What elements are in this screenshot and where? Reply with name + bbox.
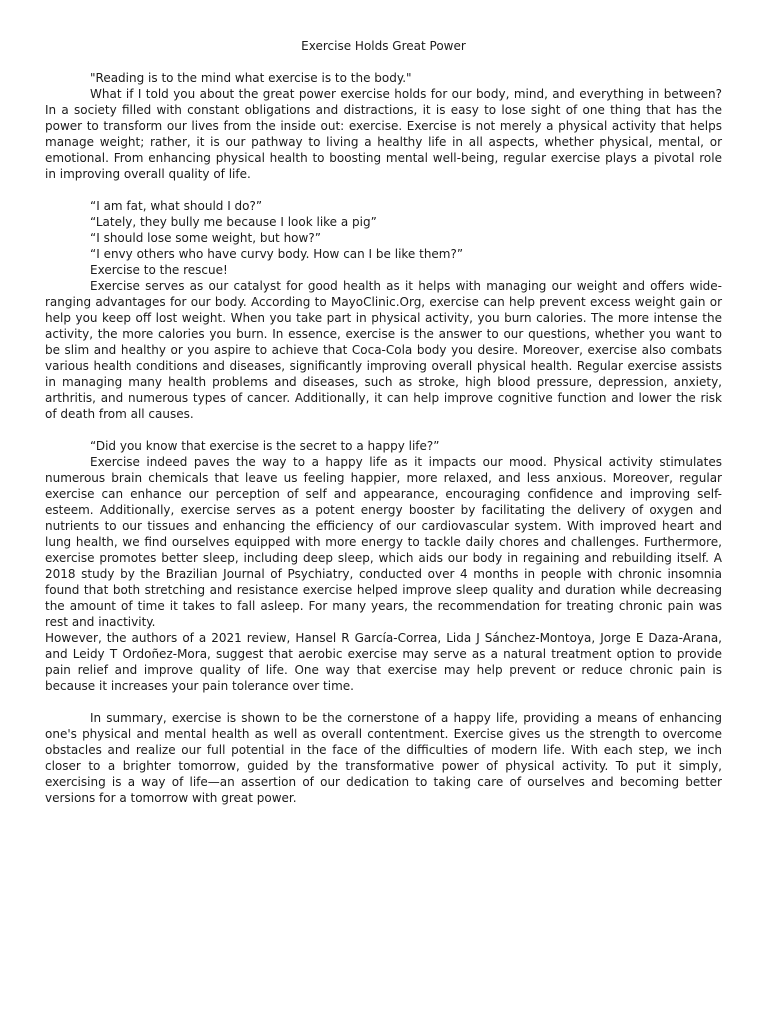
- document-page: [45, 38, 722, 806]
- paragraph-quote-lose-weight: “I should lose some weight, but how?”: [90, 231, 321, 245]
- paragraph-quote-reading: "Reading is to the mind what exercise is to the body.": [90, 71, 412, 85]
- paragraph-spacer: [45, 182, 722, 198]
- paragraph-physical-health: Exercise serves as our catalyst for good health as it helps with managing our weight and offers wide-ranging advantages for our body. According to MayoClinic.Org, exercise can help prevent excess weight gain or help you keep off lost weight. When you take part in physical activity, you burn calories. The more intense the activity, the more calories you burn. In essence, exercise is the answer to our questions, whether you want to be slim and healthy or you aspire to achieve that Coca-Cola body you desire. Moreover, exercise also combats various health conditions and diseases, significantly improving overall physical health. Regular exercise assists in managing many health problems and diseases, such as stroke, high blood pressure, depression, anxiety, arthritis, and numerous types of cancer. Additionally, it can help improve cognitive function and lower the risk of death from all causes.: [45, 279, 722, 421]
- document-title: Exercise Holds Great Power: [301, 39, 466, 53]
- paragraph-summary: In summary, exercise is shown to be the cornerstone of a happy life, providing a means of enhancing one's physical and mental health as well as overall contentment. Exercise gives us the strength to overcome obstacles and realize our full potential in the face of the difficulties of modern life. With each step, we inch closer to a brighter tomorrow, guided by the transformative power of physical activity. To put it simply, exercising is a way of life—an assertion of our dedication to taking care of ourselves and becoming better versions for a tomorrow with great power.: [45, 711, 722, 805]
- paragraph-mood: Exercise indeed paves the way to a happy life as it impacts our mood. Physical activity stimulates numerous brain chemicals that leave us feeling happier, more relaxed, and less anxious. Moreover, regular exercise can enhance our perception of self and appearance, encouraging confidence and improving self-esteem. Additionally, exercise serves as a potent energy booster by facilitating the delivery of oxygen and nutrients to our tissues and enhancing the efficiency of our cardiovascular system. With improved heart and lung health, we find ourselves equipped with more energy to tackle daily chores and challenges. Furthermore, exercise promotes better sleep, including deep sleep, which aids our body in regaining and rebuilding itself. A 2018 study by the Brazilian Journal of Psychiatry, conducted over 4 months in people with chronic insomnia found that both stretching and resistance exercise helped improve sleep quality and duration while decreasing the amount of time it takes to fall asleep. For many years, the recommendation for treating chronic pain was rest and inactivity.: [45, 455, 722, 629]
- paragraph-chronic-pain: However, the authors of a 2021 review, Hansel R García-Correa, Lida J Sánchez-Montoya, Jorge E Daza-Arana, and Leidy T Ordoñez-Mora, suggest that aerobic exercise may serve as a natural treatment option to provide pain relief and improve quality of life. One way that exercise may help prevent or reduce chronic pain is because it increases your pain tolerance over time.: [45, 631, 722, 693]
- paragraph-intro: What if I told you about the great power exercise holds for our body, mind, and everything in between? In a society filled with constant obligations and distractions, it is easy to lose sight of one thing that has the power to transform our lives from the inside out: exercise. Exercise is not merely a physical activity that helps manage weight; rather, it is our pathway to living a healthy life in all aspects, whether physical, mental, or emotional. From enhancing physical health to boosting mental well-being, regular exercise plays a pivotal role in improving overall quality of life.: [45, 87, 722, 181]
- paragraph-quote-fat: “I am fat, what should I do?”: [90, 199, 263, 213]
- paragraph-rescue: Exercise to the rescue!: [90, 263, 228, 277]
- paragraph-spacer: [45, 694, 722, 710]
- paragraph-quote-happy-life: “Did you know that exercise is the secret to a happy life?”: [90, 439, 440, 453]
- paragraph-spacer: [45, 422, 722, 438]
- paragraph-quote-bully: “Lately, they bully me because I look like a pig”: [90, 215, 377, 229]
- paragraph-quote-envy: “I envy others who have curvy body. How can I be like them?”: [90, 247, 464, 261]
